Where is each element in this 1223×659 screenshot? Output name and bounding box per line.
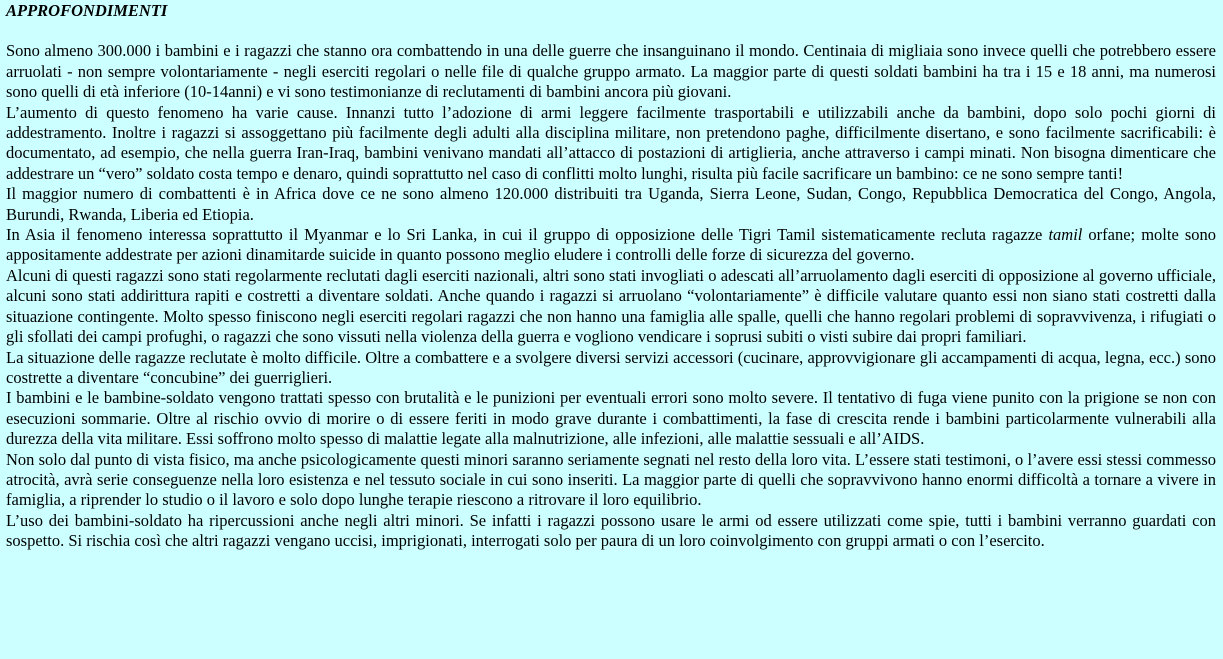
paragraph-4 — [6, 225, 1216, 266]
paragraph-1: Sono almeno 300.000 i bambini e i ragazzi che stanno ora combattendo in una delle guerre che insanguinano il mondo. Centinaia di migliaia sono invece quelli che potrebbero essere arruolati - non sempre volontariamente - negli eserciti regolari o nelle file di qualche gruppo armato. La maggior parte di questi soldati bambini ha tra i 15 e 18 anni, ma numerosi sono quelli di età inferiore (10-14anni) e vi sono testimonianze di reclutamenti di bambini ancora più giovani. — [6, 41, 1216, 102]
section-title: APPROFONDIMENTI — [6, 1, 168, 20]
paragraph-4-italic-word: tamil — [1048, 225, 1083, 245]
paragraph-4-text-after: orfane; molte sono appositamente addestrate per azioni dinamitarde suicide in quanto possono meglio eludere i controlli delle forze di sicurezza del governo. — [6, 225, 1216, 265]
paragraph-6: La situazione delle ragazze reclutate è molto difficile. Oltre a combattere e a svolgere diversi servizi accessori (cucinare, approvvigionare gli accampamenti di acqua, legna, ecc.) sono costrette a diventare “concubine” dei guerriglieri. — [6, 347, 1216, 387]
paragraph-2: L’aumento di questo fenomeno ha varie cause. Innanzi tutto l’adozione di armi leggere facilmente trasportabili e utilizzabili anche da bambini, dopo solo pochi giorni di addestramento. Inoltre i ragazzi si assoggettano più facilmente degli adulti alla disciplina militare, non pretendono paghe, difficilmente disertano, e sono facilmente sacrificabili: è documentato, ad esempio, che nella guerra Iran-Iraq, bambini venivano mandati all’attacco di postazioni di artiglieria, anche attraverso i campi minati. Non bisogna dimenticare che addestrare un “vero” soldato costa tempo e denaro, quindi soprattutto nel caso di conflitti molto lunghi, risulta più facile sacrificare un bambino: ce ne sono sempre tanti! — [6, 102, 1216, 183]
paragraph-5: Alcuni di questi ragazzi sono stati regolarmente reclutati dagli eserciti nazionali, altri sono stati invogliati o adescati all’arruolamento dagli eserciti di opposizione al governo ufficiale, alcuni sono stati addirittura rapiti e costretti a diventare soldati. Anche quando i ragazzi si arruolano “volontariamente” è difficile valutare quanto essi non siano stati costretti dalla situazione contingente. Molto spesso finiscono negli eserciti regolari ragazzi che non hanno una famiglia alle spalle, quelli che hanno regolari problemi di sopravvivenza, i rifugiati o gli sfollati dei campi profughi, o ragazzi che sono vissuti nella violenza della guerra e vogliono vendicare i soprusi subiti o visti subire dai propri familiari. — [6, 265, 1216, 347]
paragraph-8: Non solo dal punto di vista fisico, ma anche psicologicamente questi minori saranno seriamente segnati nel resto della loro vita. L’essere stati testimoni, o l’avere essi stessi commesso atrocità, avrà serie conseguenze nella loro esistenza e nel tessuto sociale in cui sono inseriti. La maggior parte di quelli che sopravvivono hanno enormi difficoltà a tornare a vivere in famiglia, a riprender lo studio o il lavoro e solo dopo lunghe terapie riescono a ritrovare il loro equilibrio. — [6, 449, 1216, 510]
paragraph-7: I bambini e le bambine-soldato vengono trattati spesso con brutalità e le punizioni per eventuali errori sono molto severe. Il tentativo di fuga viene punito con la prigione se non con esecuzioni sommarie. Oltre al rischio ovvio di morire o di essere feriti in modo grave durante i combattimenti, la fase di crescita rende i bambini particolarmente vulnerabili alla durezza della vita militare. Essi soffrono molto spesso di malattie legate alla malnutrizione, alle infezioni, alle malattie sessuali e all’AIDS. — [6, 388, 1216, 449]
paragraph-9: L’uso dei bambini-soldato ha ripercussioni anche negli altri minori. Se infatti i ragazzi possono usare le armi od essere utilizzati come spie, tutti i bambini verranno guardati con sospetto. Si rischia così che altri ragazzi vengano uccisi, imprigionati, interrogati solo per paura di un loro coinvolgimento con gruppi armati o con l’esercito. — [6, 510, 1216, 551]
paragraph-3: Il maggior numero di combattenti è in Africa dove ce ne sono almeno 120.000 distribuiti tra Uganda, Sierra Leone, Sudan, Congo, Repubblica Democratica del Congo, Angola, Burundi, Rwanda, Liberia ed Etiopia. — [6, 184, 1216, 224]
paragraph-4-text-before: In Asia il fenomeno interessa soprattutto il Myanmar e lo Sri Lanka, in cui il gruppo di opposizione delle Tigri Tamil sistematicamente recluta ragazze — [6, 225, 1049, 245]
